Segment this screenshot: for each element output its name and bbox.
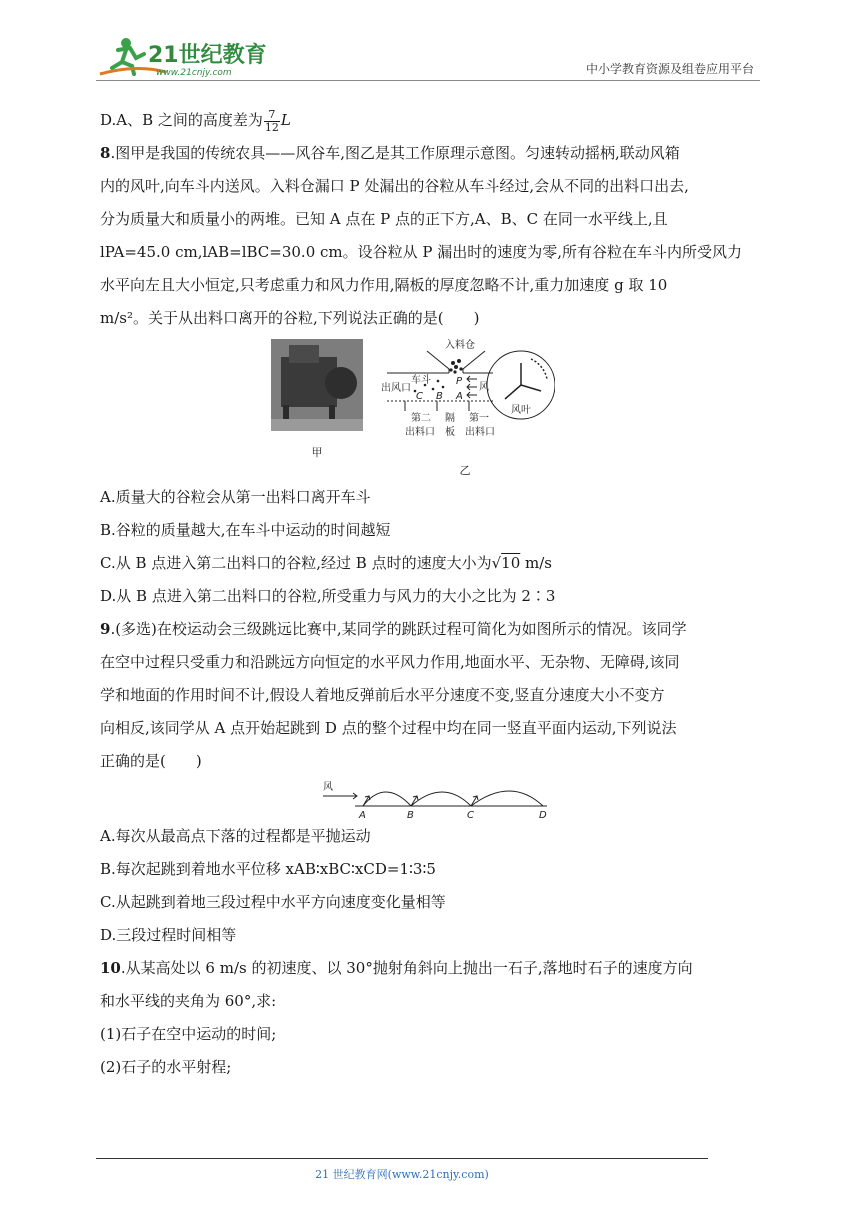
q9-option-d: D.三段过程时间相等 <box>100 926 237 944</box>
winnower-diagram <box>375 339 555 451</box>
winnower-photo <box>271 339 363 431</box>
fan-blade-icon <box>505 359 547 399</box>
q9-option-a: A.每次从最高点下落的过程都是平抛运动 <box>100 827 371 845</box>
q9-number: 9 <box>100 620 111 638</box>
footer-divider <box>96 1158 708 1159</box>
first-outlet-label-1: 第一 <box>469 413 489 424</box>
document-body <box>100 104 770 1084</box>
q10-number: 10 <box>100 959 121 977</box>
platform-name: 中小学教育资源及组卷应用平台 <box>585 62 754 76</box>
q10-part2: (2)石子的水平射程; <box>100 1058 232 1076</box>
q7-option-d-suffix: L <box>280 111 291 129</box>
figure-yi <box>375 339 555 479</box>
q8-stem-line4: lPA=45.0 cm,lAB=lBC=30.0 cm。设谷粒从 P 漏出时的速度为零,所有谷粒在车斗内所受风力 <box>100 243 743 261</box>
q8-stem-text: .图甲是我国的传统农具——风谷车,图乙是其工作原理示意图。匀速转动摇柄,联动风箱 <box>110 144 680 162</box>
q8-option-b: B.谷粒的质量越大,在车斗中运动的时间越短 <box>100 521 391 539</box>
q8-figures <box>56 339 770 479</box>
fraction-numerator: 7 <box>264 109 280 122</box>
question-9 <box>100 613 770 952</box>
page-header <box>96 32 760 80</box>
q9-stem-line4: 向相反,该同学从 A 点开始起跳到 D 点的整个过程中均在同一竖直平面内运动,下列说法 <box>100 719 677 737</box>
point-p-label: P <box>456 376 463 387</box>
footer-text[interactable]: 21 世纪教育网(www.21cnjy.com) <box>315 1168 489 1181</box>
figure-jia <box>271 339 363 461</box>
q10-stem-text: .从某高处以 6 m/s 的初速度、以 30°抛射角斜向上抛出一石子,落地时石子的速度方向 <box>120 959 693 977</box>
jump-diagram <box>315 778 555 820</box>
wind-arrows <box>467 376 477 398</box>
fraction <box>264 109 280 134</box>
q8-option-a: A.质量大的谷粒会从第一出料口离开车斗 <box>100 488 371 506</box>
question-8 <box>100 137 770 613</box>
blade-label: 风叶 <box>511 405 531 416</box>
logo-text: 21世纪教育 <box>148 43 267 68</box>
q8-stem-line2: 内的风叶,向车斗内送风。入料仓漏口 P 处漏出的谷粒从车斗经过,会从不同的出料口出去, <box>100 177 689 195</box>
figure-yi-label: 乙 <box>459 464 471 477</box>
q9-stem-line5: 正确的是( ) <box>100 752 202 770</box>
sqrt-radicand: 10 <box>501 554 521 572</box>
q8-stem-line5: 水平向左且大小恒定,只考虑重力和风力作用,隔板的厚度忽略不计,重力加速度 g 取 10 <box>100 276 668 294</box>
divider-label-1: 隔 <box>445 413 455 424</box>
q9-stem-line3: 学和地面的作用时间不计,假设人着地反弹前后水平分速度不变,竖直分速度大小不变方 <box>100 686 665 704</box>
wind-label: 风 <box>323 782 333 793</box>
q8-stem-line6: m/s²。关于从出料口离开的谷粒,下列说法正确的是( ) <box>100 309 480 327</box>
outlet-label: 出风口 <box>381 383 411 394</box>
q10-stem-line1 <box>100 952 770 985</box>
q10-stem-line2: 和水平线的夹角为 60°,求: <box>100 992 277 1010</box>
bucket-label: 车斗 <box>411 375 431 386</box>
q9-figure <box>100 778 770 820</box>
fraction-denominator: 12 <box>264 120 279 134</box>
point-d-label: D <box>539 810 547 820</box>
q8-option-c-prefix: C.从 B 点进入第二出料口的谷粒,经过 B 点时的速度大小为 <box>100 554 492 572</box>
point-b-label: B <box>407 810 414 820</box>
q8-option-c: C.从 B 点进入第二出料口的谷粒,经过 B 点时的速度大小为√10 m/s <box>100 554 553 572</box>
q8-option-c-suffix: m/s <box>520 554 553 572</box>
q8-stem-line3: 分为质量大和质量小的两堆。已知 A 点在 P 点的正下方,A、B、C 在同一水平线上,且 <box>100 210 668 228</box>
q9-stem-line2: 在空中过程只受重力和沿跳远方向恒定的水平风力作用,地面水平、无杂物、无障碍,该同 <box>100 653 680 671</box>
q8-option-d: D.从 B 点进入第二出料口的谷粒,所受重力与风力的大小之比为 2∶3 <box>100 587 556 605</box>
point-a-label: A <box>456 391 463 402</box>
q7-option-d <box>100 104 770 137</box>
q9-option-b: B.每次起跳到着地水平位移 xAB∶xBC∶xCD=1∶3∶5 <box>100 860 436 878</box>
q8-number: 8 <box>100 144 111 162</box>
q9-option-c: C.从起跳到着地三段过程中水平方向速度变化量相等 <box>100 893 446 911</box>
point-c-label: C <box>467 810 474 820</box>
header-divider <box>96 80 760 81</box>
figure-jia-label: 甲 <box>311 446 323 459</box>
point-a-label: A <box>359 810 366 820</box>
q9-stem-line1 <box>100 613 770 646</box>
q10-part1: (1)石子在空中运动的时间; <box>100 1025 277 1043</box>
point-b-label: B <box>436 391 443 402</box>
hopper-label: 入料仓 <box>445 340 475 351</box>
second-outlet-label-2: 出料口 <box>405 427 435 438</box>
q9-stem-text: .(多选)在校运动会三级跳远比赛中,某同学的跳跃过程可简化为如图所示的情况。该同学 <box>110 620 687 638</box>
first-outlet-label-2: 出料口 <box>465 427 495 438</box>
second-outlet-label-1: 第二 <box>411 413 431 424</box>
wind-label: 风 <box>479 382 489 393</box>
logo <box>96 34 296 78</box>
q7-option-d-prefix: D.A、B 之间的高度差为 <box>100 111 263 129</box>
question-10 <box>100 952 770 1084</box>
logo-url: www.21cnjy.com <box>156 68 232 78</box>
point-c-label: C <box>416 391 423 402</box>
q8-stem-line1 <box>100 137 770 170</box>
divider-label-2: 板 <box>445 427 455 438</box>
